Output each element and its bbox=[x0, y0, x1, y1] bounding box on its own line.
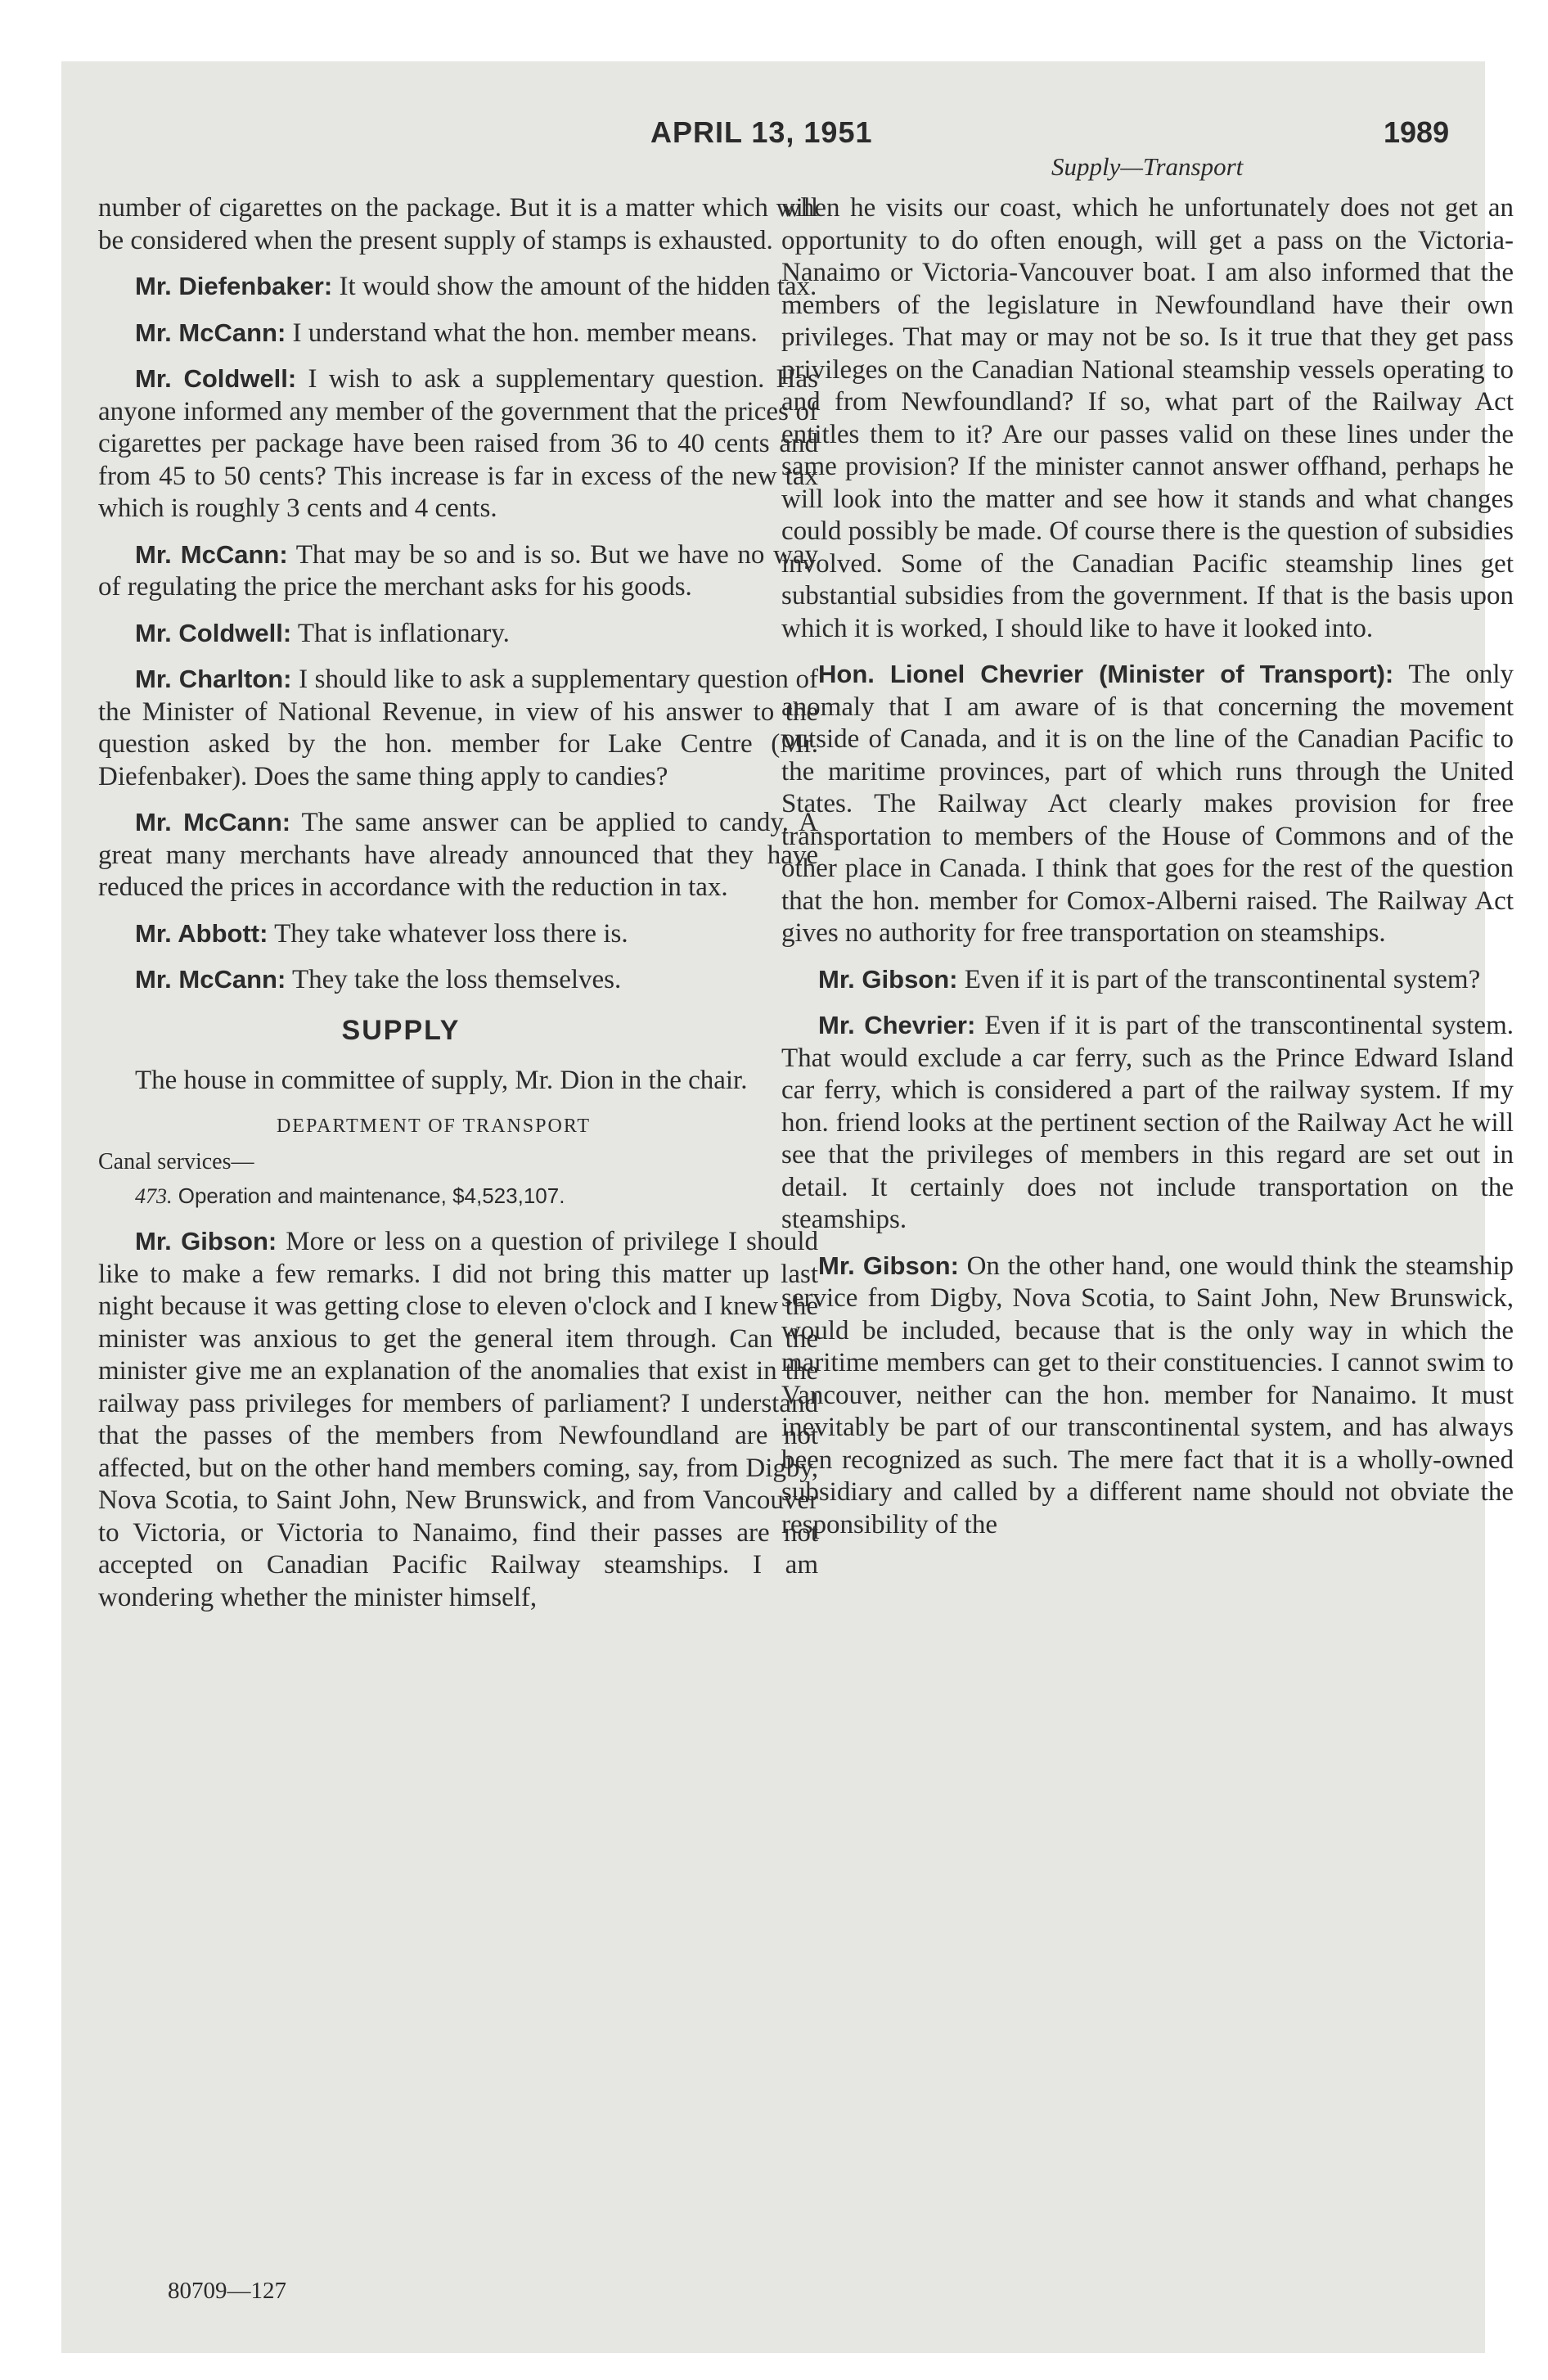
speaker-name: Mr. Abbott: bbox=[135, 918, 268, 948]
speech-text: That may be so and is so. But we have no way of regulating the price the merchant asks for his goods. bbox=[98, 539, 818, 602]
paragraph bbox=[98, 1225, 818, 1614]
committee-line: The house in committee of supply, Mr. Dion in the chair. bbox=[135, 1066, 748, 1095]
speech-text: I understand what the hon. member means. bbox=[292, 318, 758, 348]
paragraph bbox=[781, 1009, 1514, 1237]
department-heading: DEPARTMENT OF TRANSPORT bbox=[276, 1115, 592, 1137]
speaker-name: Mr. McCann: bbox=[135, 539, 288, 569]
section-title: SUPPLY bbox=[341, 1014, 461, 1046]
page-number: 1989 bbox=[1384, 115, 1450, 149]
paragraph bbox=[98, 917, 818, 951]
paragraph bbox=[98, 663, 818, 793]
right-column bbox=[781, 192, 1514, 1554]
estimate-item bbox=[135, 1180, 818, 1213]
speech-text: The only anomaly that I am aware of is that concerning the movement outside of Canada, and it is on the line of the Canadian Pacific to the maritime provinces, part of which runs through the United States. The Railway Act clearly makes provision for free transportation to members of the House of Commons and of the other place in Canada. I think that goes for the rest of the question that the hon. member for Comox-Alberni raised. The Railway Act gives no authority for free transportation on steamships. bbox=[781, 660, 1514, 948]
speech-text: I should like to ask a supplementary question of the Minister of National Revenue, in view of his answer to the question asked by the hon. member for Lake Centre (Mr. Diefenbaker). Does the same thing apply to candies? bbox=[98, 665, 818, 791]
speaker-name: Mr. McCann: bbox=[135, 318, 286, 347]
paragraph bbox=[98, 270, 818, 304]
page-date: APRIL 13, 1951 bbox=[650, 115, 873, 149]
canal-services-heading: Canal services— bbox=[98, 1149, 254, 1174]
left-column bbox=[98, 192, 818, 1627]
speaker-name: Mr. Gibson: bbox=[135, 1227, 277, 1255]
paragraph bbox=[98, 617, 818, 651]
footer-code: 80709—127 bbox=[168, 2278, 286, 2304]
paragraph bbox=[781, 658, 1514, 950]
paragraph: number of cigarettes on the package. But it is a matter which will be considered when the present supply of stamps is exhausted. bbox=[98, 193, 818, 255]
speech-text: More or less on a question of privilege I should like to make a few remarks. I did not bring this matter up last night because it was getting close to eleven o'clock and I knew the minister was anxious to get the general item through. Can the minister give me an explanation of the anomalies that exist in the railway pass privileges for members of parliament? I understand that the passes of the members from Newfoundland are not affected, but on the other hand members coming, say, from Digby, Nova Scotia, to Saint John, New Brunswick, and from Vancouver to Victoria, or Victoria to Nanaimo, find their passes are not accepted on Canadian Pacific Railway steamships. I am wondering whether the minister himself, bbox=[98, 1227, 819, 1612]
speech-text: It would show the amount of the hidden tax. bbox=[339, 272, 817, 301]
speaker-name: Mr. Coldwell: bbox=[135, 618, 292, 647]
paragraph bbox=[98, 539, 818, 604]
paragraph bbox=[98, 806, 818, 904]
speaker-name: Mr. McCann: bbox=[135, 808, 291, 836]
item-text: Operation and maintenance, $4,523,107. bbox=[178, 1183, 565, 1208]
speech-text: Even if it is part of the transcontinental system? bbox=[964, 964, 1481, 994]
speech-text: I wish to ask a supplementary question. Has anyone informed any member of the government that the prices of cigarettes per package have been raised from 36 to 40 cents and from 45 to 50 cents? This increase is far in excess of the new tax which is roughly 3 cents and 4 cents. bbox=[98, 364, 818, 523]
item-number: 473. bbox=[135, 1183, 173, 1208]
speaker-name: Mr. Gibson: bbox=[818, 964, 958, 994]
page-sheet bbox=[61, 61, 1514, 2353]
paragraph bbox=[781, 963, 1514, 997]
speech-text: They take whatever loss there is. bbox=[274, 918, 628, 949]
speech-text: Even if it is part of the transcontinental system. That would exclude a car ferry, such as the Prince Edward Island car ferry, which is considered a part of the railway system. If my hon. friend looks at the pertinent section of the Railway Act he will see that the privileges of members in this regard are set out in detail. It certainly does not include transportation on the steamships. bbox=[781, 1011, 1514, 1234]
speaker-name: Mr. Diefenbaker: bbox=[135, 272, 333, 300]
speaker-name: Mr. Charlton: bbox=[135, 665, 292, 693]
paragraph: when he visits our coast, which he unfortunately does not get an opportunity to do often enough, will get a pass on the Victoria-Nanaimo or Victoria-Vancouver boat. I am also informed that the members of the legislature in Newfoundland have their own privileges. That may or may not be so. Is it true that they get pass privileges on the Canadian National steamship vessels operating to and from Newfoundland? If so, what part of the Railway Act entitles them to it? Are our passes valid on these lines under the same provision? If the minister cannot answer offhand, perhaps he will look into the matter and see how it stands and what changes could possibly be made. Of course there is the question of subsidies involved. Some of the Canadian Pacific steamship lines get substantial subsidies from the government. If that is the basis upon which it is worked, I should like to have it looked into. bbox=[781, 193, 1514, 643]
speaker-name: Mr. Gibson: bbox=[818, 1251, 959, 1280]
paragraph bbox=[98, 963, 818, 997]
speech-text: On the other hand, one would think the steamship service from Digby, Nova Scotia, to Saint John, New Brunswick, would be included, because that is the only way in which the maritime members can get to their constituencies. I cannot swim to Vancouver, neither can the hon. member for Nanaimo. It must inevitably be part of our transcontinental system, and has always been recognized as such. The mere fact that it is a wholly-owned subsidiary and called by a different name should not obviate the responsibility of the bbox=[781, 1251, 1514, 1539]
speech-text: The same answer can be applied to candy. A great many merchants have already announced that they have reduced the prices in accordance with the reduction in tax. bbox=[98, 808, 818, 902]
running-title: Supply—Transport bbox=[1051, 152, 1244, 181]
speech-text: They take the loss themselves. bbox=[291, 965, 622, 994]
speaker-name: Mr. McCann: bbox=[135, 965, 286, 994]
page-header bbox=[61, 61, 1485, 181]
paragraph bbox=[98, 317, 818, 350]
speaker-name: Hon. Lionel Chevrier (Minister of Transport): bbox=[818, 660, 1394, 688]
paragraph bbox=[98, 363, 818, 525]
speaker-name: Mr. Chevrier: bbox=[818, 1011, 976, 1039]
speech-text: That is inflationary. bbox=[297, 618, 510, 648]
paragraph bbox=[781, 1250, 1514, 1542]
speaker-name: Mr. Coldwell: bbox=[135, 364, 297, 393]
